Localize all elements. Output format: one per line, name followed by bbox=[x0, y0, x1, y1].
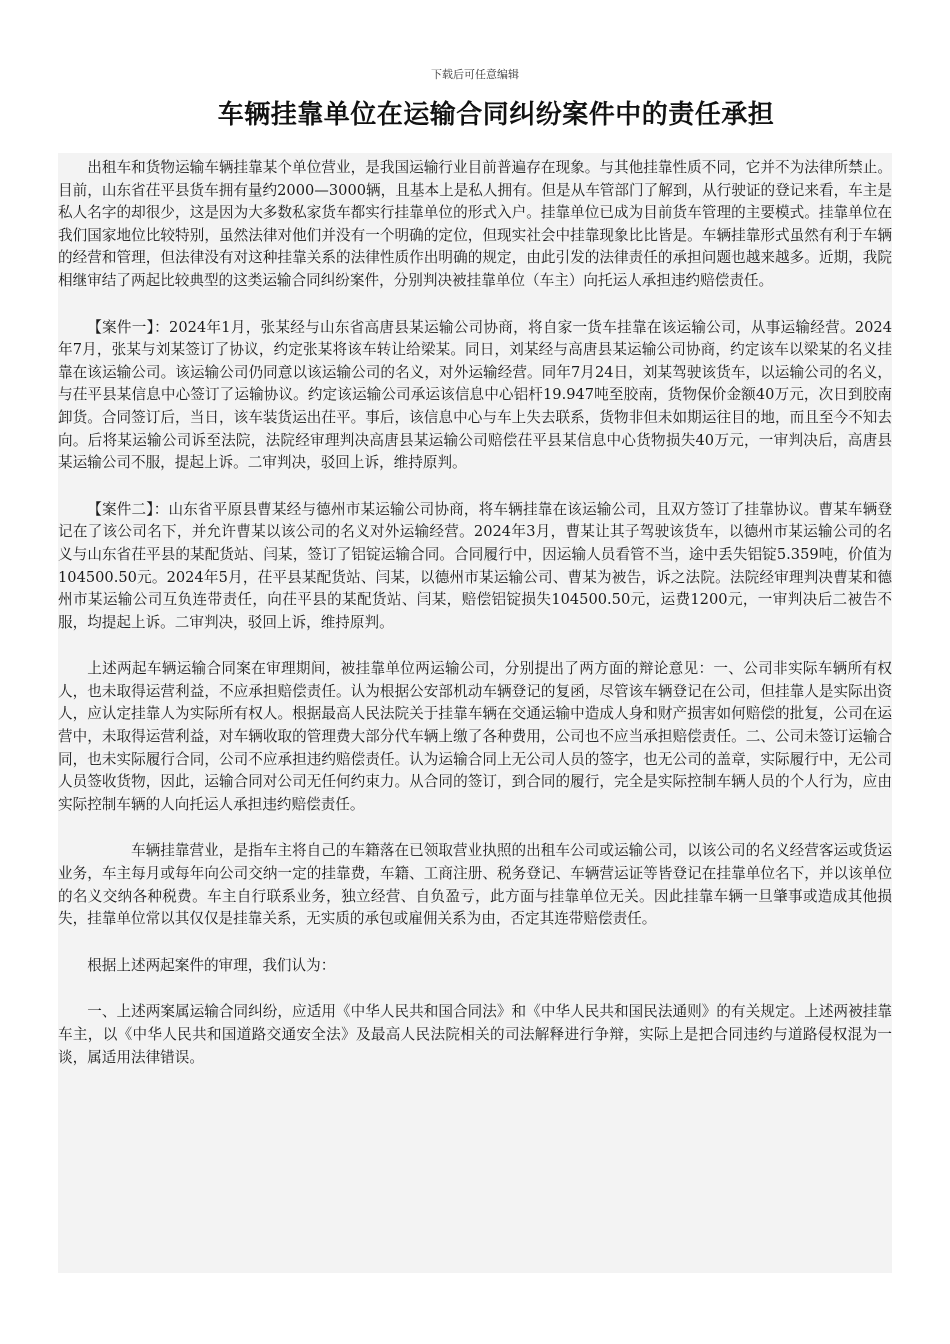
paragraph-intro: 出租车和货物运输车辆挂靠某个单位营业，是我国运输行业目前普遍存在现象。与其他挂靠性质不同，它并不为法律所禁止。目前，山东省茌平县货车拥有量约2000—3000辆，且基本上是私人拥有。但是从车管部门了解到，从行驶证的登记来看，车主是私人名字的却很少，这是因为大多数私家货车都实行挂靠单位的形式入户。挂靠单位已成为目前货车管理的主要模式。挂靠单位在我们国家地位比较特别，虽然法律对他们并没有一个明确的定位，但现实社会中挂靠现象比比皆是。车辆挂靠形式虽然有利于车辆的经营和管理，但法律没有对这种挂靠关系的法律性质作出明确的规定，由此引发的法律责任的承担问题也越来越多。近期，我院相继审结了两起比较典型的这类运输合同纠纷案件，分别判决被挂靠单位（车主）向托运人承担违约赔偿责任。 bbox=[58, 159, 892, 289]
paragraph-point-one: 一、上述两案属运输合同纠纷，应适用《中华人民共和国合同法》和《中华人民共和国民法通则》的有关规定。上述两被挂靠车主，以《中华人民共和国道路交通安全法》及最高人民法院相关的司法解释进行争辩，实际上是把合同违约与道路侵权混为一谈，属适用法律错误。 bbox=[58, 1003, 892, 1066]
document-title: 车辆挂靠单位在运输合同纠纷案件中的责任承担 bbox=[217, 100, 775, 130]
paragraph-definition: 车辆挂靠营业，是指车主将自己的车籍落在已领取营业执照的出租车公司或运输公司，以该公司的名义经营客运或货运业务，车主每月或每年向公司交纳一定的挂靠费，车籍、工商注册、税务登记、车辆营运证等皆登记在挂靠单位名下，并以该单位的名义交纳各种税费。车主自行联系业务，独立经营、自负盈亏，此方面与挂靠单位无关。因此挂靠车辆一旦肇事或造成其他损失，挂靠单位常以其仅仅是挂靠关系，无实质的承包或雇佣关系为由，否定其连带赔偿责任。 bbox=[58, 842, 892, 928]
paragraph-defense-arguments: 上述两起车辆运输合同案在审理期间，被挂靠单位两运输公司，分别提出了两方面的辩论意见：一、公司非实际车辆所有权人，也未取得运营利益，不应承担赔偿责任。认为根据公安部机动车辆登记的复函，尽管该车辆登记在公司，但挂靠人是实际出资人，应认定挂靠人为实际所有权人。根据最高人民法院关于挂靠车辆在交通运输中造成人身和财产损害如何赔偿的批复，公司在运营中，未取得运营利益，对车辆收取的管理费大部分代车辆上缴了各种费用，公司也不应当承担赔偿责任。二、公司未签订运输合同，也未实际履行合同，公司不应承担违约赔偿责任。认为运输合同上无公司人员的签字，也无公司的盖章，实际履行中，无公司人员签收货物，因此，运输合同对公司无任何约束力。从合同的签订，到合同的履行，完全是实际控制车辆人员的个人行为，应由实际控制车辆的人向托运人承担违约赔偿责任。 bbox=[58, 660, 892, 813]
document-body bbox=[58, 153, 892, 1273]
paragraph-conclusion-intro: 根据上述两起案件的审理，我们认为： bbox=[87, 956, 336, 974]
header-note: 下载后可任意编辑 bbox=[431, 68, 519, 81]
paragraph-case-one: 【案件一】：2024年1月，张某经与山东省高唐县某运输公司协商，将自家一货车挂靠在该运输公司，从事运输经营。2024年7月，张某与刘某签订了协议，约定张某将该车转让给梁某。同日，刘某经与高唐县某运输公司协商，约定该车以梁某的名义挂靠在该运输公司。该运输公司仍同意以该运输公司的名义，对外运输经营。同年7月24日，刘某驾驶该货车，以运输公司的名义，与茌平县某信息中心签订了运输协议。约定该运输公司承运该信息中心铝杆19.947吨至胶南，货物保价金额40万元，次日到胶南卸货。合同签订后，当日，该车装货运出茌平。事后，该信息中心与车上失去联系，货物非但未如期运往目的地，而且至今不知去向。后将某运输公司诉至法院，法院经审理判决高唐县某运输公司赔偿茌平县某信息中心货物损失40万元，一审判决后，高唐县某运输公司不服，提起上诉。二审判决，驳回上诉，维持原判。 bbox=[58, 318, 892, 472]
paragraph-case-two: 【案件二】：山东省平原县曹某经与德州市某运输公司协商，将车辆挂靠在该运输公司，且双方签订了挂靠协议。曹某车辆登记在了该公司名下，并允许曹某以该公司的名义对外运输经营。2024年3月，曹某让其子驾驶该货车，以德州市某运输公司的名义与山东省茌平县的某配货站、闫某，签订了铝锭运输合同。合同履行中，因运输人员看管不当，途中丢失铝锭5.359吨，价值为104500.50元。2024年5月，茌平县某配货站、闫某，以德州市某运输公司、曹某为被告，诉之法院。法院经审理判决曹某和德州市某运输公司互负连带责任，向茌平县的某配货站、闫某，赔偿铝锭损失104500.50元，运费1200元，一审判决后二被告不服，均提起上诉。二审判决，驳回上诉，维持原判。 bbox=[58, 500, 892, 631]
